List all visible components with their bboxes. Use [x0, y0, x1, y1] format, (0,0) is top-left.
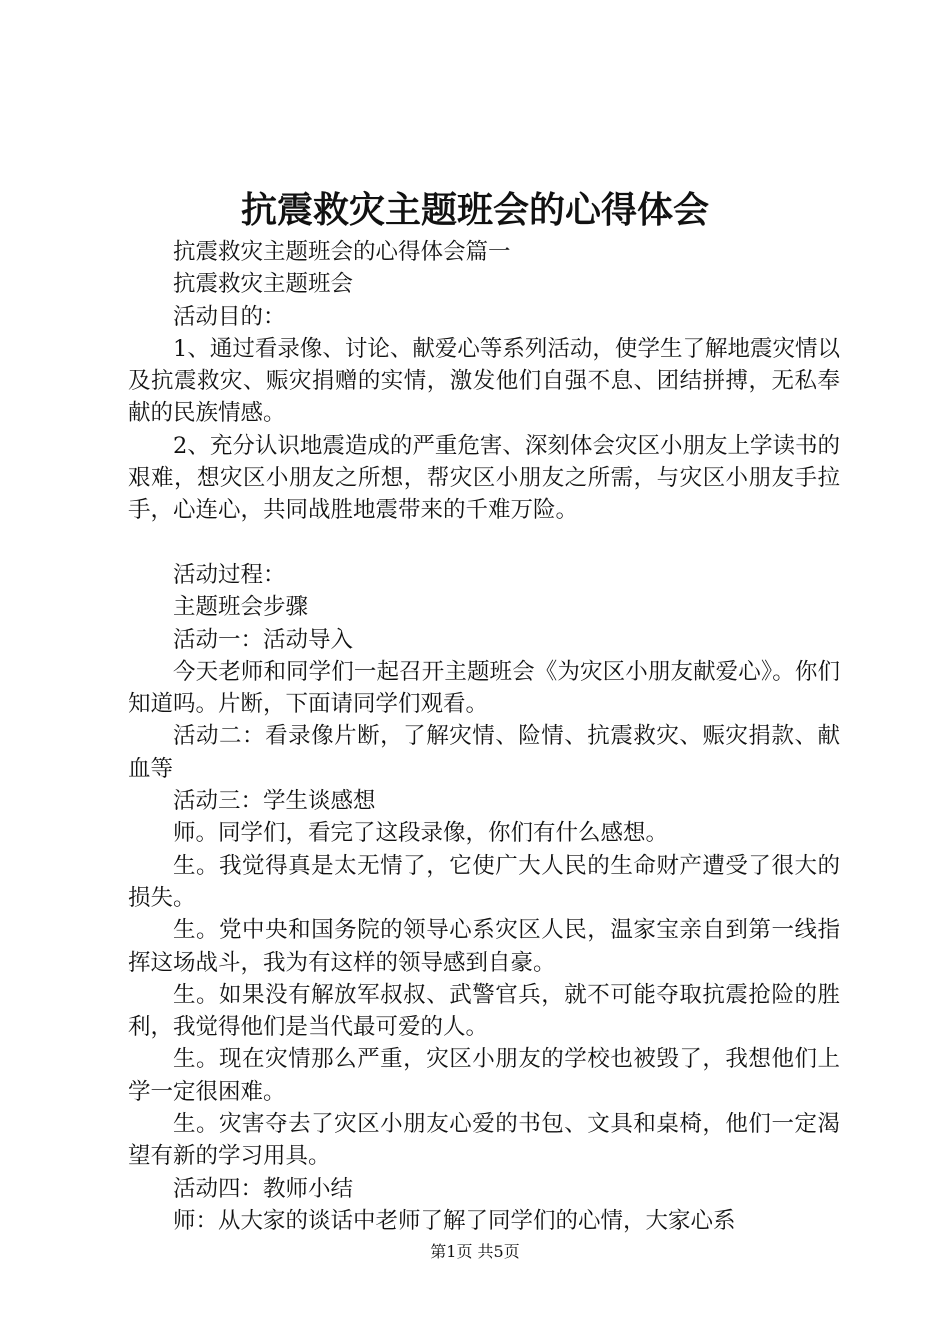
paragraph: 活动一：活动导入 [173, 626, 354, 653]
paragraph: 1、通过看录像、讨论、献爱心等系列活动，使学生了解地震灾情以及抗震救灾、赈灾捐赠的实情，激发他们自强不息、团结拼搏，无私奉献的民族情感。 [128, 335, 840, 427]
paragraph: 生。现在灾情那么严重，灾区小朋友的学校也被毁了，我想他们上学一定很困难。 [128, 1046, 840, 1105]
paragraph: 活动过程： [173, 561, 286, 588]
paragraph: 师：从大家的谈话中老师了解了同学们的心情，大家心系 [173, 1207, 736, 1234]
paragraph: 今天老师和同学们一起召开主题班会《为灾区小朋友献爱心》。你们知道吗。片断，下面请同学们观看。 [128, 658, 840, 718]
paragraph: 2、充分认识地震造成的严重危害、深刻体会灾区小朋友上学读书的艰难，想灾区小朋友之所想，帮灾区小朋友之所需，与灾区小朋友手拉手，心连心，共同战胜地震带来的千难万险。 [128, 432, 840, 524]
paragraph: 活动二：看录像片断，了解灾情、险情、抗震救灾、赈灾捐款、献血等 [128, 723, 840, 782]
paragraph: 主题班会步骤 [173, 594, 309, 621]
paragraph: 师。同学们，看完了这段录像，你们有什么感想。 [173, 820, 669, 847]
paragraph: 生。灾害夺去了灾区小朋友心爱的书包、文具和桌椅，他们一定渴望有新的学习用具。 [128, 1111, 840, 1170]
paragraph: 抗震救灾主题班会 [173, 271, 354, 298]
paragraph: 活动三：学生谈感想 [173, 788, 376, 815]
paragraph: 活动目的： [173, 303, 286, 330]
paragraph: 活动四：教师小结 [173, 1175, 354, 1202]
document-body [128, 236, 840, 1237]
paragraph: 抗震救灾主题班会的心得体会篇一 [173, 239, 511, 265]
page-footer: 第1页 共5页 [430, 1242, 520, 1261]
paragraph: 生。党中央和国务院的领导心系灾区人民，温家宝亲自到第一线指挥这场战斗，我为有这样的领导感到自豪。 [128, 917, 840, 976]
paragraph: 生。我觉得真是太无情了，它使广大人民的生命财产遭受了很大的损失。 [128, 852, 840, 911]
paragraph: 生。如果没有解放军叔叔、武警官兵，就不可能夺取抗震抢险的胜利，我觉得他们是当代最可爱的人。 [128, 981, 840, 1041]
document-title: 抗震救灾主题班会的心得体会 [240, 189, 709, 231]
